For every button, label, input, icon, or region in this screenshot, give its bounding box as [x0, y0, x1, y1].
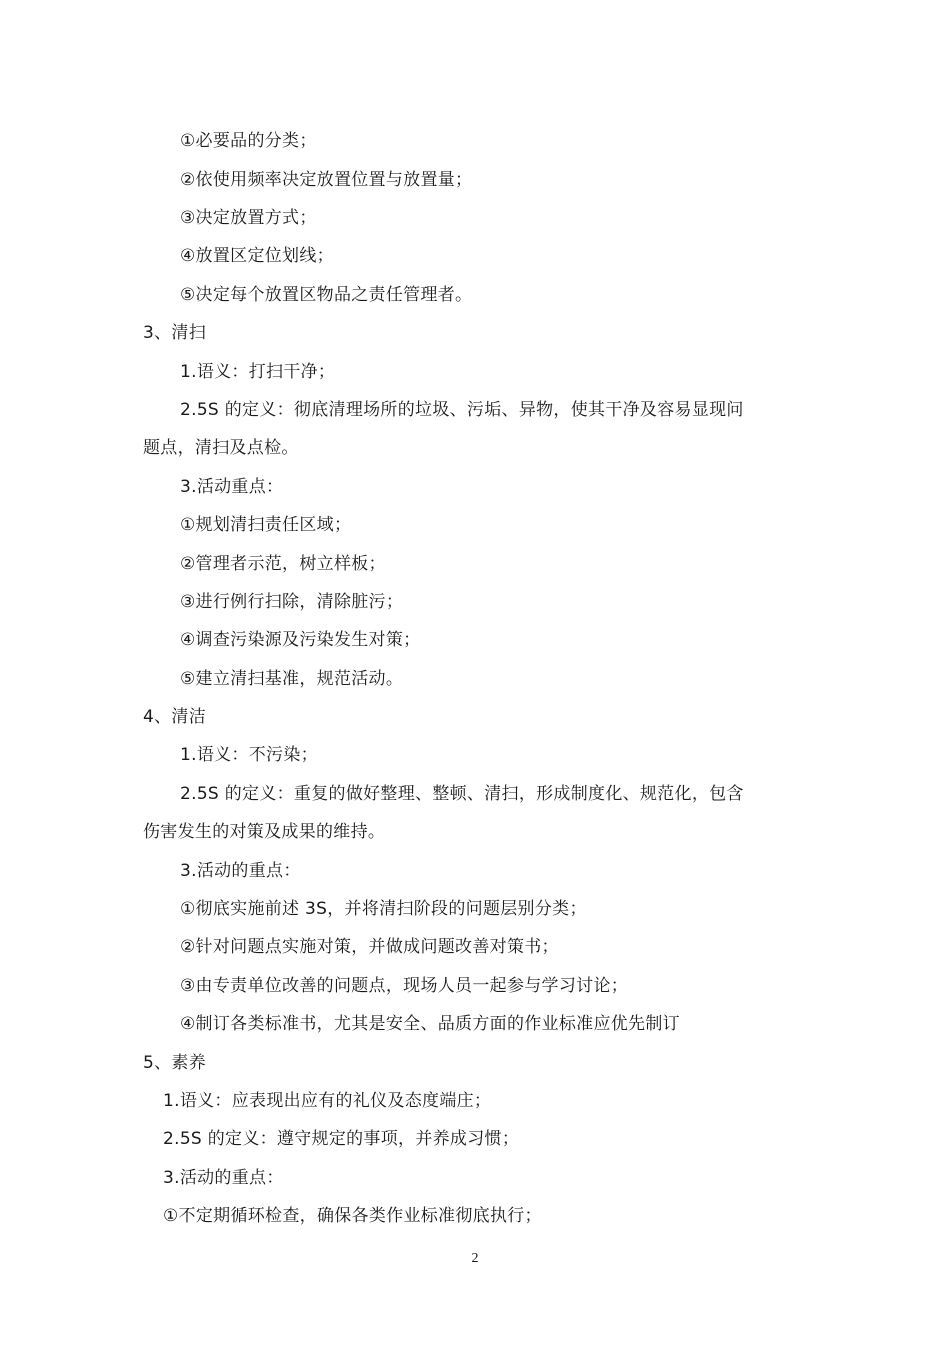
- paragraph: 伤害发生的对策及成果的维持。: [143, 822, 386, 842]
- paragraph: 2.5S 的定义：重复的做好整理、整顿、清扫，形成制度化、规范化，包含: [180, 784, 744, 804]
- paragraph: 3.活动的重点：: [163, 1168, 284, 1188]
- list-item: ②管理者示范，树立样板；: [180, 554, 386, 574]
- list-item: ⑤建立清扫基准，规范活动。: [180, 669, 404, 689]
- list-item: ③进行例行扫除，清除脏污；: [180, 592, 404, 612]
- list-item: ④制订各类标准书，尤其是安全、品质方面的作业标准应优先制订: [180, 1014, 680, 1034]
- section-heading: 4、清洁: [143, 707, 207, 727]
- page-number: 2: [471, 1251, 479, 1266]
- section-heading: 3、清扫: [143, 323, 207, 343]
- list-item: ①规划清扫责任区域；: [180, 515, 352, 535]
- paragraph: 1.语义：打扫干净；: [180, 362, 336, 382]
- section-heading: 5、素养: [143, 1053, 207, 1073]
- paragraph: 1.语义：不污染；: [180, 745, 318, 765]
- list-item: ③决定放置方式；: [180, 208, 317, 228]
- paragraph: 1.语义：应表现出应有的礼仪及态度端庄；: [163, 1091, 492, 1111]
- list-item: ⑤决定每个放置区物品之责任管理者。: [180, 285, 473, 305]
- list-item: ②针对问题点实施对策，并做成问题改善对策书；: [180, 937, 559, 957]
- paragraph: 3.活动的重点：: [180, 861, 301, 881]
- paragraph: 3.活动重点：: [180, 477, 284, 497]
- list-item: ①必要品的分类；: [180, 131, 317, 151]
- list-item: ①彻底实施前述 3S，并将清扫阶段的问题层别分类；: [180, 899, 587, 919]
- list-item: ④调查污染源及污染发生对策；: [180, 630, 421, 650]
- list-item: ③由专责单位改善的问题点，现场人员一起参与学习讨论；: [180, 976, 629, 996]
- paragraph: 2.5S 的定义：遵守规定的事项，并养成习惯；: [163, 1129, 520, 1149]
- list-item: ④放置区定位划线；: [180, 246, 334, 266]
- paragraph: 2.5S 的定义：彻底清理场所的垃圾、污垢、异物，使其干净及容易显现问: [180, 400, 744, 420]
- list-item: ①不定期循环检查，确保各类作业标准彻底执行；: [163, 1206, 542, 1226]
- list-item: ②依使用频率决定放置位置与放置量；: [180, 170, 473, 190]
- paragraph: 题点，清扫及点检。: [143, 438, 299, 458]
